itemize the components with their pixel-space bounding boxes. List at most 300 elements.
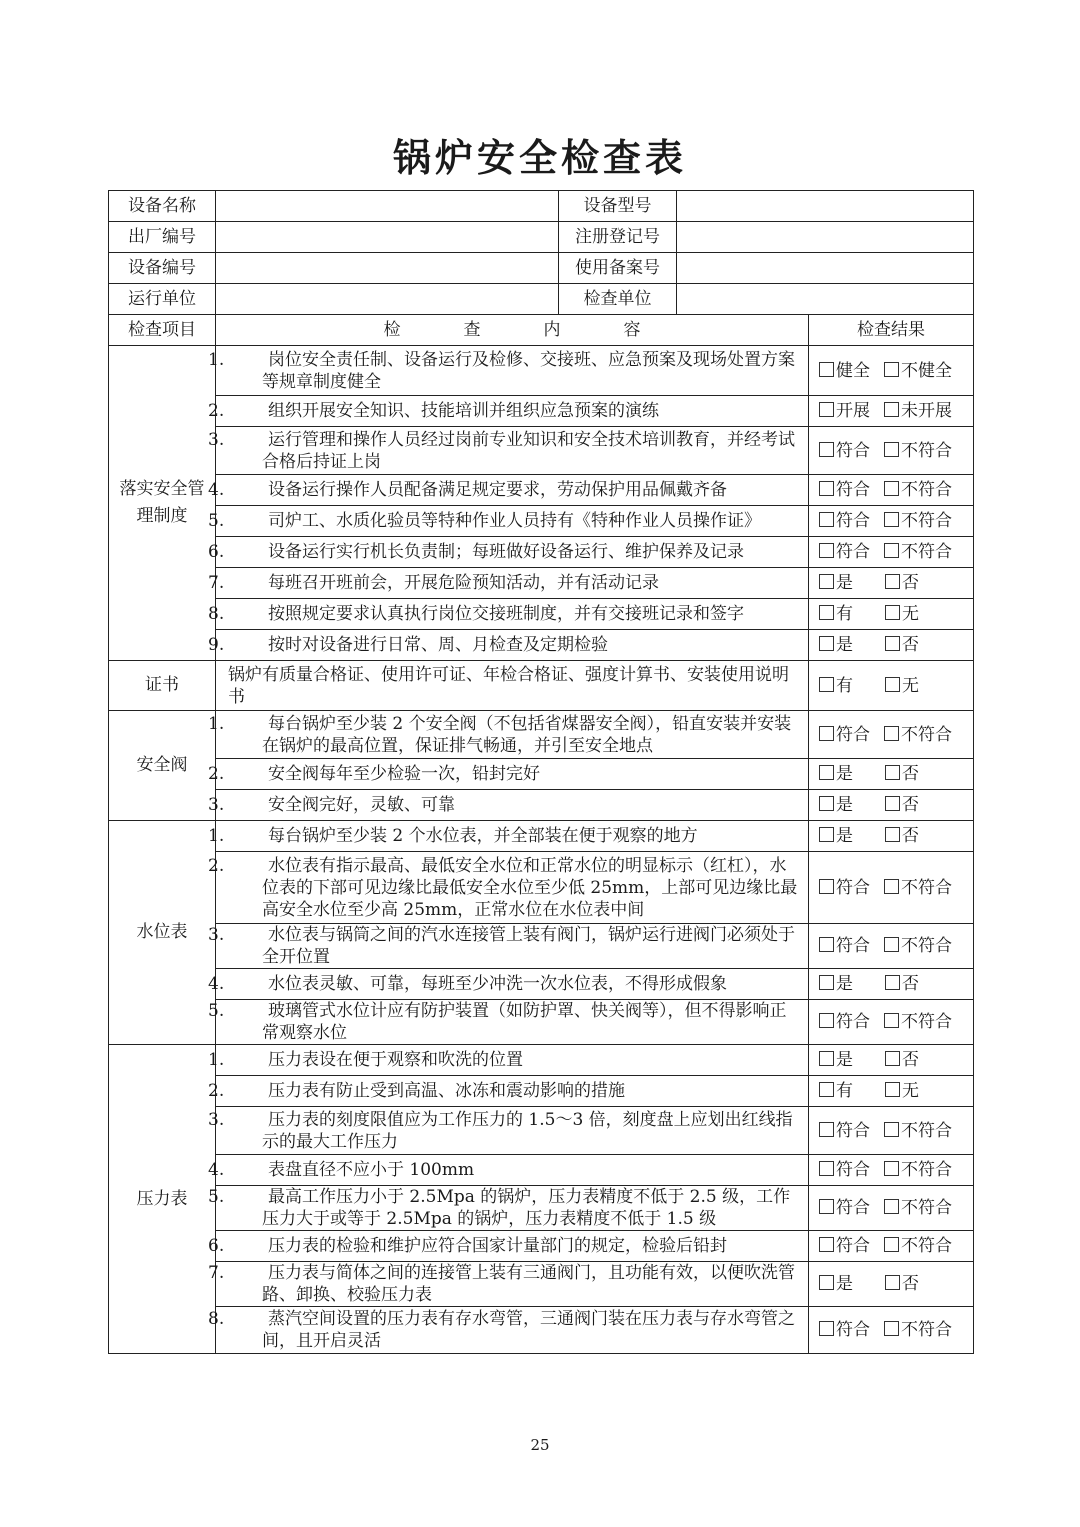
checklist-row (109, 475, 974, 506)
info-row (109, 253, 974, 284)
checkbox-icon[interactable] (819, 796, 834, 811)
check-result (809, 1262, 974, 1307)
checkbox-icon[interactable] (819, 1237, 834, 1252)
result-option[interactable] (884, 440, 952, 462)
item-text: 司炉工、水质化验员等特种作业人员持有《特种作业人员操作证》 (268, 511, 761, 531)
check-item (208, 396, 809, 427)
checklist-row (109, 427, 974, 475)
option-label: 无 (902, 675, 919, 696)
checkbox-icon[interactable] (819, 442, 834, 457)
check-result (809, 506, 974, 537)
item-number: 1. (208, 713, 225, 734)
info-value-field[interactable] (216, 253, 559, 284)
checkbox-icon[interactable] (819, 677, 834, 692)
result-option[interactable] (819, 1011, 870, 1033)
check-item (208, 924, 809, 969)
check-item (208, 427, 809, 475)
checklist-row (109, 969, 974, 1000)
check-result (809, 661, 974, 711)
checklist-row (109, 1186, 974, 1231)
checklist-row (109, 1307, 974, 1354)
item-text: 玻璃管式水位计应有防护装置（如防护罩、快关阀等），但不得影响正常观察水位 (262, 1001, 787, 1043)
option-label: 不符合 (901, 1236, 952, 1256)
result-option[interactable] (819, 1273, 875, 1295)
option-label: 是 (836, 1274, 853, 1294)
option-label: 是 (836, 826, 853, 846)
result-option[interactable] (819, 572, 875, 594)
checklist-row (109, 1231, 974, 1262)
checkbox-icon[interactable] (884, 1237, 899, 1252)
checkbox-icon[interactable] (884, 1161, 899, 1176)
option-label: 不符合 (901, 1120, 952, 1141)
checkbox-icon[interactable] (819, 1321, 834, 1336)
header-content-char: 容 (623, 320, 641, 340)
check-item (208, 1186, 809, 1231)
result-option[interactable] (819, 877, 870, 899)
checkbox-icon[interactable] (819, 636, 834, 651)
checkbox-icon[interactable] (885, 1082, 900, 1097)
check-item (208, 346, 809, 396)
header-category: 检查项目 (109, 315, 216, 346)
option-label: 符合 (836, 724, 870, 745)
check-result (809, 568, 974, 599)
result-option[interactable] (819, 1159, 870, 1181)
result-option[interactable] (885, 973, 919, 995)
checklist-row (109, 630, 974, 661)
checkbox-icon[interactable] (885, 1275, 900, 1290)
result-option[interactable] (885, 763, 919, 785)
checklist-row (109, 1107, 974, 1155)
check-item (208, 599, 809, 630)
option-label: 是 (836, 1050, 853, 1070)
option-label: 符合 (836, 1160, 870, 1180)
checklist-row (109, 396, 974, 427)
item-number: 3. (208, 429, 225, 450)
check-item (208, 711, 809, 759)
option-label: 不符合 (901, 480, 952, 500)
option-label: 有 (836, 1081, 853, 1101)
check-item (208, 1000, 809, 1045)
item-number: 6. (208, 1236, 225, 1256)
checkbox-icon[interactable] (819, 1082, 834, 1097)
info-value-field[interactable] (677, 191, 974, 222)
result-option[interactable] (884, 935, 952, 957)
header-content-char: 检 (383, 320, 401, 340)
result-option[interactable] (819, 825, 875, 847)
result-option[interactable] (819, 973, 875, 995)
item-number: 5. (208, 1187, 225, 1207)
check-result (809, 427, 974, 475)
info-value-field[interactable] (216, 222, 559, 253)
checkbox-icon[interactable] (819, 937, 834, 952)
item-text: 锅炉有质量合格证、使用许可证、年检合格证、强度计算书、安装使用说明书 (228, 664, 789, 707)
section-category: 落实安全管理制度 (109, 346, 216, 661)
option-label: 是 (836, 635, 853, 655)
item-text: 水位表与锅筒之间的汽水连接管上装有阀门，锅炉运行进阀门必须处于全开位置 (262, 925, 795, 967)
result-option[interactable] (884, 724, 952, 746)
item-text: 压力表的检验和维护应符合国家计量部门的规定，检验后铅封 (268, 1236, 727, 1256)
check-item (208, 759, 809, 790)
item-text: 最高工作压力小于 2.5Mpa 的锅炉，压力表精度不低于 2.5 级，工作压力大于或等于 2.5Mpa 的锅炉，压力表精度不低于 1.5 级 (262, 1187, 791, 1229)
result-option[interactable] (819, 675, 875, 697)
header-content-char: 内 (543, 320, 561, 340)
item-number: 8. (208, 1309, 225, 1329)
info-value-field[interactable] (216, 284, 559, 315)
checklist-row (109, 537, 974, 568)
item-text: 安全阀每年至少检验一次，铅封完好 (268, 764, 540, 784)
checkbox-icon[interactable] (884, 937, 899, 952)
check-result (809, 630, 974, 661)
result-option[interactable] (884, 360, 952, 382)
result-option[interactable] (884, 1235, 952, 1257)
checklist-row (109, 821, 974, 852)
result-option[interactable] (819, 400, 870, 422)
option-label: 符合 (836, 1236, 870, 1256)
check-result (809, 1155, 974, 1186)
checkbox-icon[interactable] (885, 677, 900, 692)
check-result (809, 537, 974, 568)
checkbox-icon[interactable] (819, 726, 834, 741)
option-label: 符合 (836, 511, 870, 531)
info-value-field[interactable] (216, 191, 559, 222)
option-label: 符合 (836, 480, 870, 500)
checklist-row (109, 661, 974, 711)
item-text: 按时对设备进行日常、周、月检查及定期检验 (268, 635, 608, 655)
item-text: 运行管理和操作人员经过岗前专业知识和安全技术培训教育，并经考试合格后持证上岗 (262, 429, 795, 472)
item-number: 6. (208, 542, 225, 562)
section-category: 压力表 (109, 1045, 216, 1354)
section-category: 证书 (109, 661, 216, 711)
option-label: 健全 (836, 360, 870, 381)
option-label: 不健全 (901, 360, 952, 381)
result-option[interactable] (819, 763, 875, 785)
option-label: 不符合 (901, 1160, 952, 1180)
result-option[interactable] (819, 1197, 870, 1219)
item-number: 4. (208, 480, 225, 500)
result-option[interactable] (819, 440, 870, 462)
option-label: 否 (902, 795, 919, 815)
check-result (809, 1186, 974, 1231)
check-result (809, 1307, 974, 1354)
result-option[interactable] (819, 1235, 870, 1257)
check-item (208, 821, 809, 852)
info-label: 使用备案号 (559, 253, 677, 284)
checkbox-icon[interactable] (885, 574, 900, 589)
item-text: 压力表与简体之间的连接管上装有三通阀门，且功能有效，以便吹洗管路、卸换、校验压力表 (262, 1263, 795, 1305)
check-item (208, 537, 809, 568)
checkbox-icon[interactable] (819, 605, 834, 620)
result-option[interactable] (819, 603, 875, 625)
result-option[interactable] (884, 1319, 952, 1341)
result-option[interactable] (884, 400, 952, 422)
result-option[interactable] (819, 1049, 875, 1071)
option-label: 否 (902, 974, 919, 994)
checkbox-icon[interactable] (819, 574, 834, 589)
info-row (109, 222, 974, 253)
result-option[interactable] (885, 1049, 919, 1071)
option-label: 否 (902, 1274, 919, 1294)
check-item (208, 1307, 809, 1354)
checklist-row (109, 1155, 974, 1186)
result-option[interactable] (885, 1080, 919, 1102)
checklist-row (109, 599, 974, 630)
option-label: 开展 (836, 401, 870, 421)
option-label: 无 (902, 604, 919, 624)
option-label: 符合 (836, 440, 870, 461)
info-label: 设备型号 (559, 191, 677, 222)
checklist-row (109, 790, 974, 821)
option-label: 不符合 (901, 511, 952, 531)
checkbox-icon[interactable] (884, 543, 899, 558)
checklist-row (109, 1262, 974, 1307)
checkbox-icon[interactable] (884, 1199, 899, 1214)
checkbox-icon[interactable] (819, 975, 834, 990)
result-option[interactable] (884, 510, 952, 532)
option-label: 有 (836, 675, 853, 696)
option-label: 符合 (836, 877, 870, 898)
option-label: 不符合 (901, 1198, 952, 1218)
result-option[interactable] (884, 1011, 952, 1033)
info-label: 检查单位 (559, 284, 677, 315)
check-result (809, 969, 974, 1000)
info-label: 设备编号 (109, 253, 216, 284)
item-text: 按照规定要求认真执行岗位交接班制度，并有交接班记录和签字 (268, 604, 744, 624)
option-label: 是 (836, 764, 853, 784)
result-option[interactable] (819, 541, 870, 563)
checkbox-icon[interactable] (885, 975, 900, 990)
check-item (208, 475, 809, 506)
checkbox-icon[interactable] (884, 1122, 899, 1137)
result-option[interactable] (884, 1120, 952, 1142)
checkbox-icon[interactable] (884, 402, 899, 417)
item-number: 2. (208, 855, 225, 876)
check-item (208, 1231, 809, 1262)
check-item (208, 790, 809, 821)
option-label: 否 (902, 635, 919, 655)
item-text: 压力表有防止受到高温、冰冻和震动影响的措施 (268, 1081, 625, 1101)
result-option[interactable] (819, 1120, 870, 1142)
header-content-char: 查 (463, 320, 481, 340)
result-option[interactable] (885, 675, 919, 697)
item-number: 1. (208, 1050, 225, 1070)
checkbox-icon[interactable] (885, 827, 900, 842)
item-text: 每台锅炉至少装 2 个安全阀（不包括省煤器安全阀），铅直安装并安装在锅炉的最高位置，保证排气畅通，并引至安全地点 (262, 713, 792, 756)
result-option[interactable] (885, 603, 919, 625)
checkbox-icon[interactable] (819, 402, 834, 417)
item-text: 设备运行操作人员配备满足规定要求，劳动保护用品佩戴齐备 (268, 480, 727, 500)
checkbox-icon[interactable] (819, 1161, 834, 1176)
check-result (809, 396, 974, 427)
item-number: 5. (208, 511, 225, 531)
item-number: 7. (208, 573, 225, 593)
checkbox-icon[interactable] (884, 1013, 899, 1028)
option-label: 不符合 (901, 1012, 952, 1032)
check-item (216, 661, 809, 711)
option-label: 不符合 (901, 1320, 952, 1340)
result-option[interactable] (884, 479, 952, 501)
checkbox-icon[interactable] (884, 442, 899, 457)
section-category: 水位表 (109, 821, 216, 1045)
check-result (809, 821, 974, 852)
result-option[interactable] (819, 360, 870, 382)
checkbox-icon[interactable] (819, 1275, 834, 1290)
item-number: 5. (208, 1001, 225, 1021)
result-option[interactable] (819, 935, 870, 957)
check-item (208, 969, 809, 1000)
check-result (809, 1045, 974, 1076)
check-result (809, 1076, 974, 1107)
checkbox-icon[interactable] (884, 1321, 899, 1336)
info-value-field[interactable] (677, 253, 974, 284)
result-option[interactable] (819, 479, 870, 501)
result-option[interactable] (819, 634, 875, 656)
checklist-row (109, 759, 974, 790)
result-option[interactable] (819, 510, 870, 532)
checklist-row (109, 346, 974, 396)
checkbox-icon[interactable] (819, 543, 834, 558)
result-option[interactable] (819, 1319, 870, 1341)
header-content (216, 315, 809, 346)
result-option[interactable] (884, 1197, 952, 1219)
info-value-field[interactable] (677, 284, 974, 315)
check-result (809, 346, 974, 396)
item-number: 9. (208, 635, 225, 655)
page-number: 25 (530, 1436, 550, 1454)
result-option[interactable] (819, 794, 875, 816)
checkbox-icon[interactable] (884, 879, 899, 894)
check-result (809, 1000, 974, 1045)
item-text: 每班召开班前会，开展危险预知活动，并有活动记录 (268, 573, 659, 593)
check-item (208, 1262, 809, 1307)
checkbox-icon[interactable] (884, 726, 899, 741)
item-text: 水位表有指示最高、最低安全水位和正常水位的明显标示（红杠），水位表的下部可见边缘比最低安全水位至少低 25mm，上部可见边缘比最高安全水位至少高 25mm，正常水位在水位表中间 (262, 855, 798, 920)
item-text: 蒸汽空间设置的压力表有存水弯管，三通阀门装在压力表与存水弯管之间，且开启灵活 (262, 1309, 795, 1351)
checkbox-icon[interactable] (885, 796, 900, 811)
option-label: 否 (902, 1050, 919, 1070)
result-option[interactable] (819, 724, 870, 746)
option-label: 有 (836, 604, 853, 624)
checkbox-icon[interactable] (819, 1199, 834, 1214)
option-label: 符合 (836, 1120, 870, 1141)
checklist-row (109, 1076, 974, 1107)
checkbox-icon[interactable] (819, 512, 834, 527)
item-number: 4. (208, 1160, 225, 1180)
option-label: 符合 (836, 1320, 870, 1340)
check-item (208, 1155, 809, 1186)
option-label: 不符合 (901, 542, 952, 562)
checkbox-icon[interactable] (819, 1122, 834, 1137)
check-result (809, 599, 974, 630)
item-number: 3. (208, 795, 225, 815)
result-option[interactable] (819, 1080, 875, 1102)
check-item (208, 1107, 809, 1155)
item-text: 设备运行实行机长负责制；每班做好设备运行、维护保养及记录 (268, 542, 744, 562)
checkbox-icon[interactable] (819, 362, 834, 377)
checkbox-icon[interactable] (819, 481, 834, 496)
checkbox-icon[interactable] (819, 765, 834, 780)
section-category: 安全阀 (109, 711, 216, 821)
checklist-row (109, 711, 974, 759)
result-option[interactable] (885, 794, 919, 816)
result-option[interactable] (885, 572, 919, 594)
checkbox-icon[interactable] (885, 1051, 900, 1066)
checkbox-icon[interactable] (819, 1013, 834, 1028)
item-text: 压力表设在便于观察和吹洗的位置 (268, 1050, 523, 1070)
option-label: 不符合 (901, 877, 952, 898)
check-item (208, 1045, 809, 1076)
result-option[interactable] (885, 1273, 919, 1295)
option-label: 是 (836, 573, 853, 593)
result-option[interactable] (884, 1159, 952, 1181)
result-option[interactable] (884, 541, 952, 563)
check-result (809, 790, 974, 821)
info-row (109, 284, 974, 315)
check-result (809, 924, 974, 969)
checkbox-icon[interactable] (884, 481, 899, 496)
item-number: 2. (208, 764, 225, 784)
check-item (208, 568, 809, 599)
info-value-field[interactable] (677, 222, 974, 253)
checkbox-icon[interactable] (885, 636, 900, 651)
result-option[interactable] (884, 877, 952, 899)
item-number: 8. (208, 604, 225, 624)
check-result (809, 711, 974, 759)
checkbox-icon[interactable] (819, 879, 834, 894)
checklist-row (109, 1045, 974, 1076)
check-item (208, 1076, 809, 1107)
item-text: 组织开展安全知识、技能培训并组织应急预案的演练 (268, 401, 659, 421)
checkbox-icon[interactable] (819, 827, 834, 842)
page-title: 锅炉安全检查表 (392, 135, 687, 180)
option-label: 符合 (836, 1198, 870, 1218)
option-label: 是 (836, 974, 853, 994)
option-label: 是 (836, 795, 853, 815)
result-option[interactable] (885, 634, 919, 656)
inspection-table (108, 190, 974, 1354)
item-number: 3. (208, 1109, 225, 1130)
option-label: 不符合 (901, 440, 952, 461)
option-label: 不符合 (901, 724, 952, 745)
item-number: 2. (208, 1081, 225, 1101)
item-text: 岗位安全责任制、设备运行及检修、交接班、应急预案及现场处置方案等规章制度健全 (262, 349, 795, 392)
option-label: 符合 (836, 1012, 870, 1032)
checkbox-icon[interactable] (885, 605, 900, 620)
check-result (809, 1107, 974, 1155)
check-result (809, 852, 974, 924)
item-number: 1. (208, 349, 225, 370)
result-option[interactable] (885, 825, 919, 847)
option-label: 否 (902, 764, 919, 784)
checklist-row (109, 852, 974, 924)
option-label: 否 (902, 573, 919, 593)
check-item (208, 852, 809, 924)
checklist-row (109, 568, 974, 599)
item-text: 水位表灵敏、可靠，每班至少冲洗一次水位表，不得形成假象 (268, 974, 727, 994)
info-label: 注册登记号 (559, 222, 677, 253)
option-label: 未开展 (901, 401, 952, 421)
item-number: 4. (208, 974, 225, 994)
checkbox-icon[interactable] (884, 362, 899, 377)
table-header-row (109, 315, 974, 346)
info-label: 运行单位 (109, 284, 216, 315)
checklist-row (109, 1000, 974, 1045)
item-number: 1. (208, 826, 225, 846)
option-label: 不符合 (901, 936, 952, 956)
item-number: 3. (208, 925, 225, 945)
checkbox-icon[interactable] (819, 1051, 834, 1066)
checkbox-icon[interactable] (884, 512, 899, 527)
checkbox-icon[interactable] (885, 765, 900, 780)
